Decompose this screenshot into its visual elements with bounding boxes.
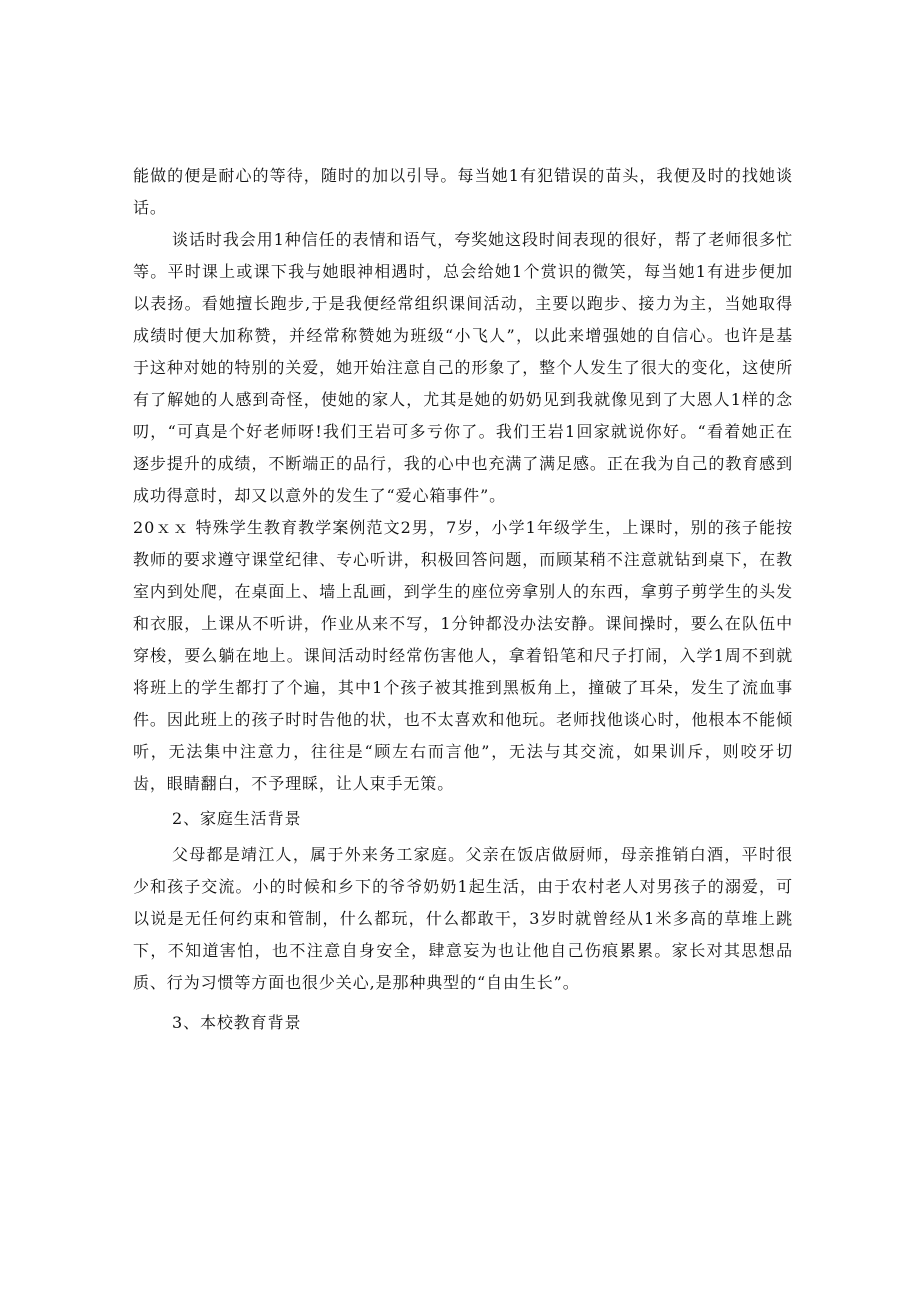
- paragraph-conversation: 谈话时我会用1种信任的表情和语气，夸奖她这段时间表现的很好，帮了老师很多忙等。平时课上或课下我与她眼神相遇时，总会给她1个赏识的微笑，每当她1有进步便加以表扬。看她擅长跑步,于是我便经常组织课间活动，主要以跑步、接力为主，当她取得成绩时便大加称赞，并经常称赞她为班级“小飞人”，以此来增强她的自信心。也许是基于这种对她的特别的关爱，她开始注意自己的形象了，整个人发生了很大的变化，这使所有了解她的人感到奇怪，使她的家人，尤其是她的奶奶见到我就像见到了大恩人1样的念叨，“可真是个好老师呀!我们王岩可多亏你了。我们王岩1回家就说你好。“看着她正在逐步提升的成绩，不断端正的品行，我的心中也充满了满足感。正在我为自己的教育感到成功得意时，却又以意外的发生了“爱心箱事件”。: [133, 230, 793, 505]
- paragraph-family-background: 父母都是靖江人，属于外来务工家庭。父亲在饭店做厨师，母亲推销白酒，平时很少和孩子交流。小的时候和乡下的爷爷奶奶1起生活，由于农村老人对男孩子的溺爱，可以说是无任何约束和管制，什么都玩，什么都敢干，3岁时就曾经从1米多高的草堆上跳下，不知道害怕，也不注意自身安全，肆意妄为也让他自己伤痕累累。家长对其思想品质、行为习惯等方面也很少关心,是那种典型的“自由生长”。: [133, 845, 793, 992]
- paragraph-case-example: 20ｘｘ 特殊学生教育教学案例范文2男，7岁，小学1年级学生，上课时，别的孩子能按教师的要求遵守课堂纪律、专心听讲，积极回答问题，而顾某稍不注意就钻到桌下，在教室内到处爬，在桌面上、墙上乱画，到学生的座位旁拿别人的东西，拿剪子剪学生的头发和衣服，上课从不听讲，作业从来不写，1分钟都没办法安静。课间操时，要么在队伍中穿梭，要么躺在地上。课间活动时经常伤害他人，拿着铅笔和尺子打闹，入学1周不到就将班上的学生都打了个遍，其中1个孩子被其推到黑板角上，撞破了耳朵，发生了流血事件。因此班上的孩子时时告他的状，也不太喜欢和他玩。老师找他谈心时，他根本不能倾听，无法集中注意力，往往是“顾左右而言他”，无法与其交流，如果训斥，则咬牙切齿，眼睛翻白，不予理睬，让人束手无策。: [133, 518, 793, 793]
- document-body: [133, 160, 793, 1039]
- section-heading-family-background: 2、家庭生活背景: [172, 809, 302, 828]
- paragraph-continued: 能做的便是耐心的等待，随时的加以引导。每当她1有犯错误的苗头，我便及时的找她谈话。: [133, 166, 793, 217]
- section-heading-school-background: 3、本校教育背景: [172, 1013, 302, 1032]
